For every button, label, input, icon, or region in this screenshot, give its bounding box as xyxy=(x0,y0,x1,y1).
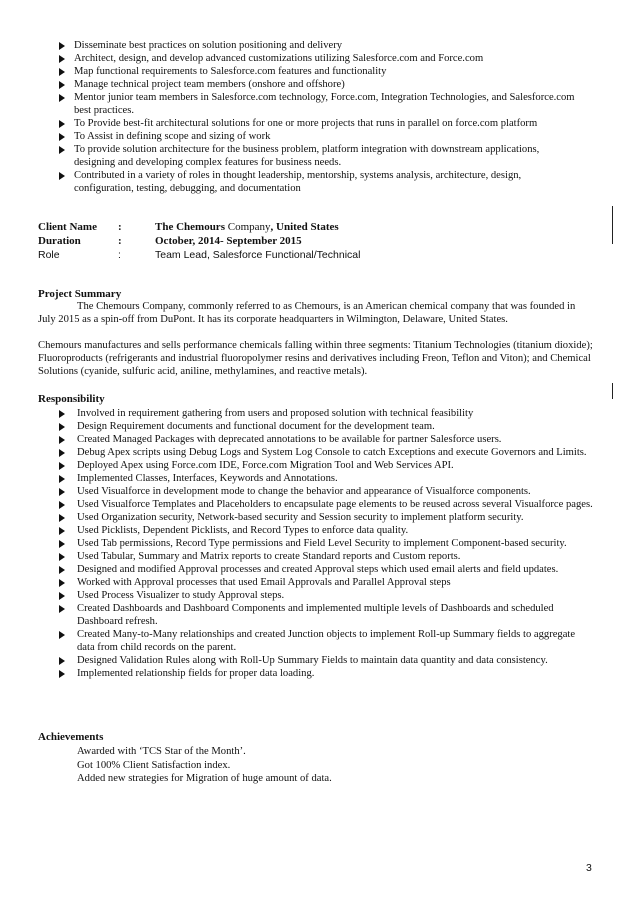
arrow-bullet-icon xyxy=(59,423,65,431)
arrow-bullet-icon xyxy=(59,631,65,639)
list-item: Got 100% Client Satisfaction index. xyxy=(77,759,231,771)
arrow-bullet-icon xyxy=(59,566,65,574)
list-item: Deployed Apex using Force.com IDE, Force.com Migration Tool and Web Services API. xyxy=(59,459,594,472)
list-item: Involved in requirement gathering from users and proposed solution with technical feasibility xyxy=(59,407,594,420)
list-item: Added new strategies for Migration of huge amount of data. xyxy=(77,773,332,784)
list-item: Used Picklists, Dependent Picklists, and Record Types to enforce data quality. xyxy=(59,524,594,537)
arrow-bullet-icon xyxy=(59,475,65,483)
list-item: Used Process Visualizer to study Approval steps. xyxy=(59,589,594,602)
project-summary-paragraph: Chemours manufactures and sells performance chemicals falling within three segments: Titanium Technologies (titanium dioxide); Fluoroproducts (refrigerants and industrial fluoropolymer resins and derivatives including Freon, Teflon and Viton); and Chemical Solutions (cyanide, sulfuric acid, aniline, methylamines, and reactive metals). xyxy=(38,340,593,377)
list-item: Awarded with ‘TCS Star of the Month’. xyxy=(77,746,246,757)
arrow-bullet-icon xyxy=(59,657,65,665)
role-value: Team Lead, Salesforce Functional/Technical xyxy=(155,249,361,261)
list-item: Worked with Approval processes that used Email Approvals and Parallel Approval steps xyxy=(59,576,594,589)
client-name-value: The Chemours Company, United States xyxy=(155,221,339,233)
list-item: Debug Apex scripts using Debug Logs and System Log Console to catch Exceptions and execute Governors and Limits. xyxy=(59,446,594,459)
list-item: Designed Validation Rules along with Roll-Up Summary Fields to maintain data quantity and data consistency. xyxy=(59,654,594,667)
client-name-label: Client Name xyxy=(38,221,97,233)
arrow-bullet-icon xyxy=(59,670,65,678)
margin-rule-line xyxy=(612,206,613,244)
list-item: Created Managed Packages with deprecated annotations to be available for partner Salesforce users. xyxy=(59,433,594,446)
arrow-bullet-icon xyxy=(59,553,65,561)
arrow-bullet-icon xyxy=(59,81,65,89)
list-item: Used Tabular, Summary and Matrix reports to create Standard reports and Custom reports. xyxy=(59,550,594,563)
arrow-bullet-icon xyxy=(59,133,65,141)
arrow-bullet-icon xyxy=(59,42,65,50)
arrow-bullet-icon xyxy=(59,462,65,470)
achievements-list xyxy=(77,745,332,786)
duration-label: Duration xyxy=(38,235,81,247)
list-item: Used Visualforce Templates and Placeholders to encapsulate page elements to be reused across several Visualforce pages. xyxy=(59,498,594,511)
responsibility-list xyxy=(59,407,594,680)
arrow-bullet-icon xyxy=(59,436,65,444)
list-item: To provide solution architecture for the business problem, platform integration with downstream applications, designing and developing complex features for business needs. xyxy=(59,143,579,169)
arrow-bullet-icon xyxy=(59,514,65,522)
arrow-bullet-icon xyxy=(59,55,65,63)
arrow-bullet-icon xyxy=(59,540,65,548)
separator: : xyxy=(118,221,122,233)
arrow-bullet-icon xyxy=(59,146,65,154)
list-item: Architect, design, and develop advanced customizations utilizing Salesforce.com and Force.com xyxy=(59,52,579,65)
list-item: Implemented relationship fields for proper data loading. xyxy=(59,667,594,680)
achievements-heading: Achievements xyxy=(38,731,104,743)
arrow-bullet-icon xyxy=(59,488,65,496)
arrow-bullet-icon xyxy=(59,410,65,418)
list-item: To Assist in defining scope and sizing of work xyxy=(59,130,579,143)
arrow-bullet-icon xyxy=(59,94,65,102)
arrow-bullet-icon xyxy=(59,605,65,613)
list-item: Designed and modified Approval processes and created Approval steps which used email alerts and field updates. xyxy=(59,563,594,576)
arrow-bullet-icon xyxy=(59,579,65,587)
list-item: Disseminate best practices on solution positioning and delivery xyxy=(59,39,579,52)
arrow-bullet-icon xyxy=(59,592,65,600)
list-item: Contributed in a variety of roles in thought leadership, mentorship, systems analysis, architecture, design, configuration, testing, debugging, and documentation xyxy=(59,169,579,195)
separator: : xyxy=(118,249,121,261)
project-summary-heading: Project Summary xyxy=(38,288,122,300)
list-item: Used Tab permissions, Record Type permissions and Field Level Security to implement Component-based security. xyxy=(59,537,594,550)
margin-rule-line xyxy=(612,383,613,399)
list-item: Created Dashboards and Dashboard Components and implemented multiple levels of Dashboards and scheduled Dashboard refresh. xyxy=(59,602,594,628)
project-summary-paragraph: The Chemours Company, commonly referred to as Chemours, is an American chemical company that was founded in July 2015 as a spin-off from DuPont. It has its corporate headquarters in Wilmington, Delaware, United States. xyxy=(38,301,576,325)
list-item: Manage technical project team members (onshore and offshore) xyxy=(59,78,579,91)
top-bullet-list xyxy=(59,39,579,195)
list-item: Implemented Classes, Interfaces, Keywords and Annotations. xyxy=(59,472,594,485)
role-label: Role xyxy=(38,249,60,261)
list-item: Used Organization security, Network-based security and Session security to implement platform security. xyxy=(59,511,594,524)
list-item: Created Many-to-Many relationships and created Junction objects to implement Roll-up Summary fields to aggregate data from child records on the parent. xyxy=(59,628,594,654)
responsibility-heading: Responsibility xyxy=(38,393,105,405)
arrow-bullet-icon xyxy=(59,120,65,128)
arrow-bullet-icon xyxy=(59,527,65,535)
arrow-bullet-icon xyxy=(59,501,65,509)
arrow-bullet-icon xyxy=(59,172,65,180)
page-number: 3 xyxy=(586,862,592,874)
list-item: To Provide best-fit architectural solutions for one or more projects that runs in parallel on force.com platform xyxy=(59,117,579,130)
list-item: Mentor junior team members in Salesforce.com technology, Force.com, Integration Technologies, and Salesforce.com best practices. xyxy=(59,91,579,117)
list-item: Used Visualforce in development mode to change the behavior and appearance of Visualforce components. xyxy=(59,485,594,498)
list-item: Map functional requirements to Salesforce.com features and functionality xyxy=(59,65,579,78)
arrow-bullet-icon xyxy=(59,68,65,76)
list-item: Design Requirement documents and functional document for the development team. xyxy=(59,420,594,433)
separator: : xyxy=(118,235,122,247)
duration-value: October, 2014- September 2015 xyxy=(155,235,302,247)
arrow-bullet-icon xyxy=(59,449,65,457)
